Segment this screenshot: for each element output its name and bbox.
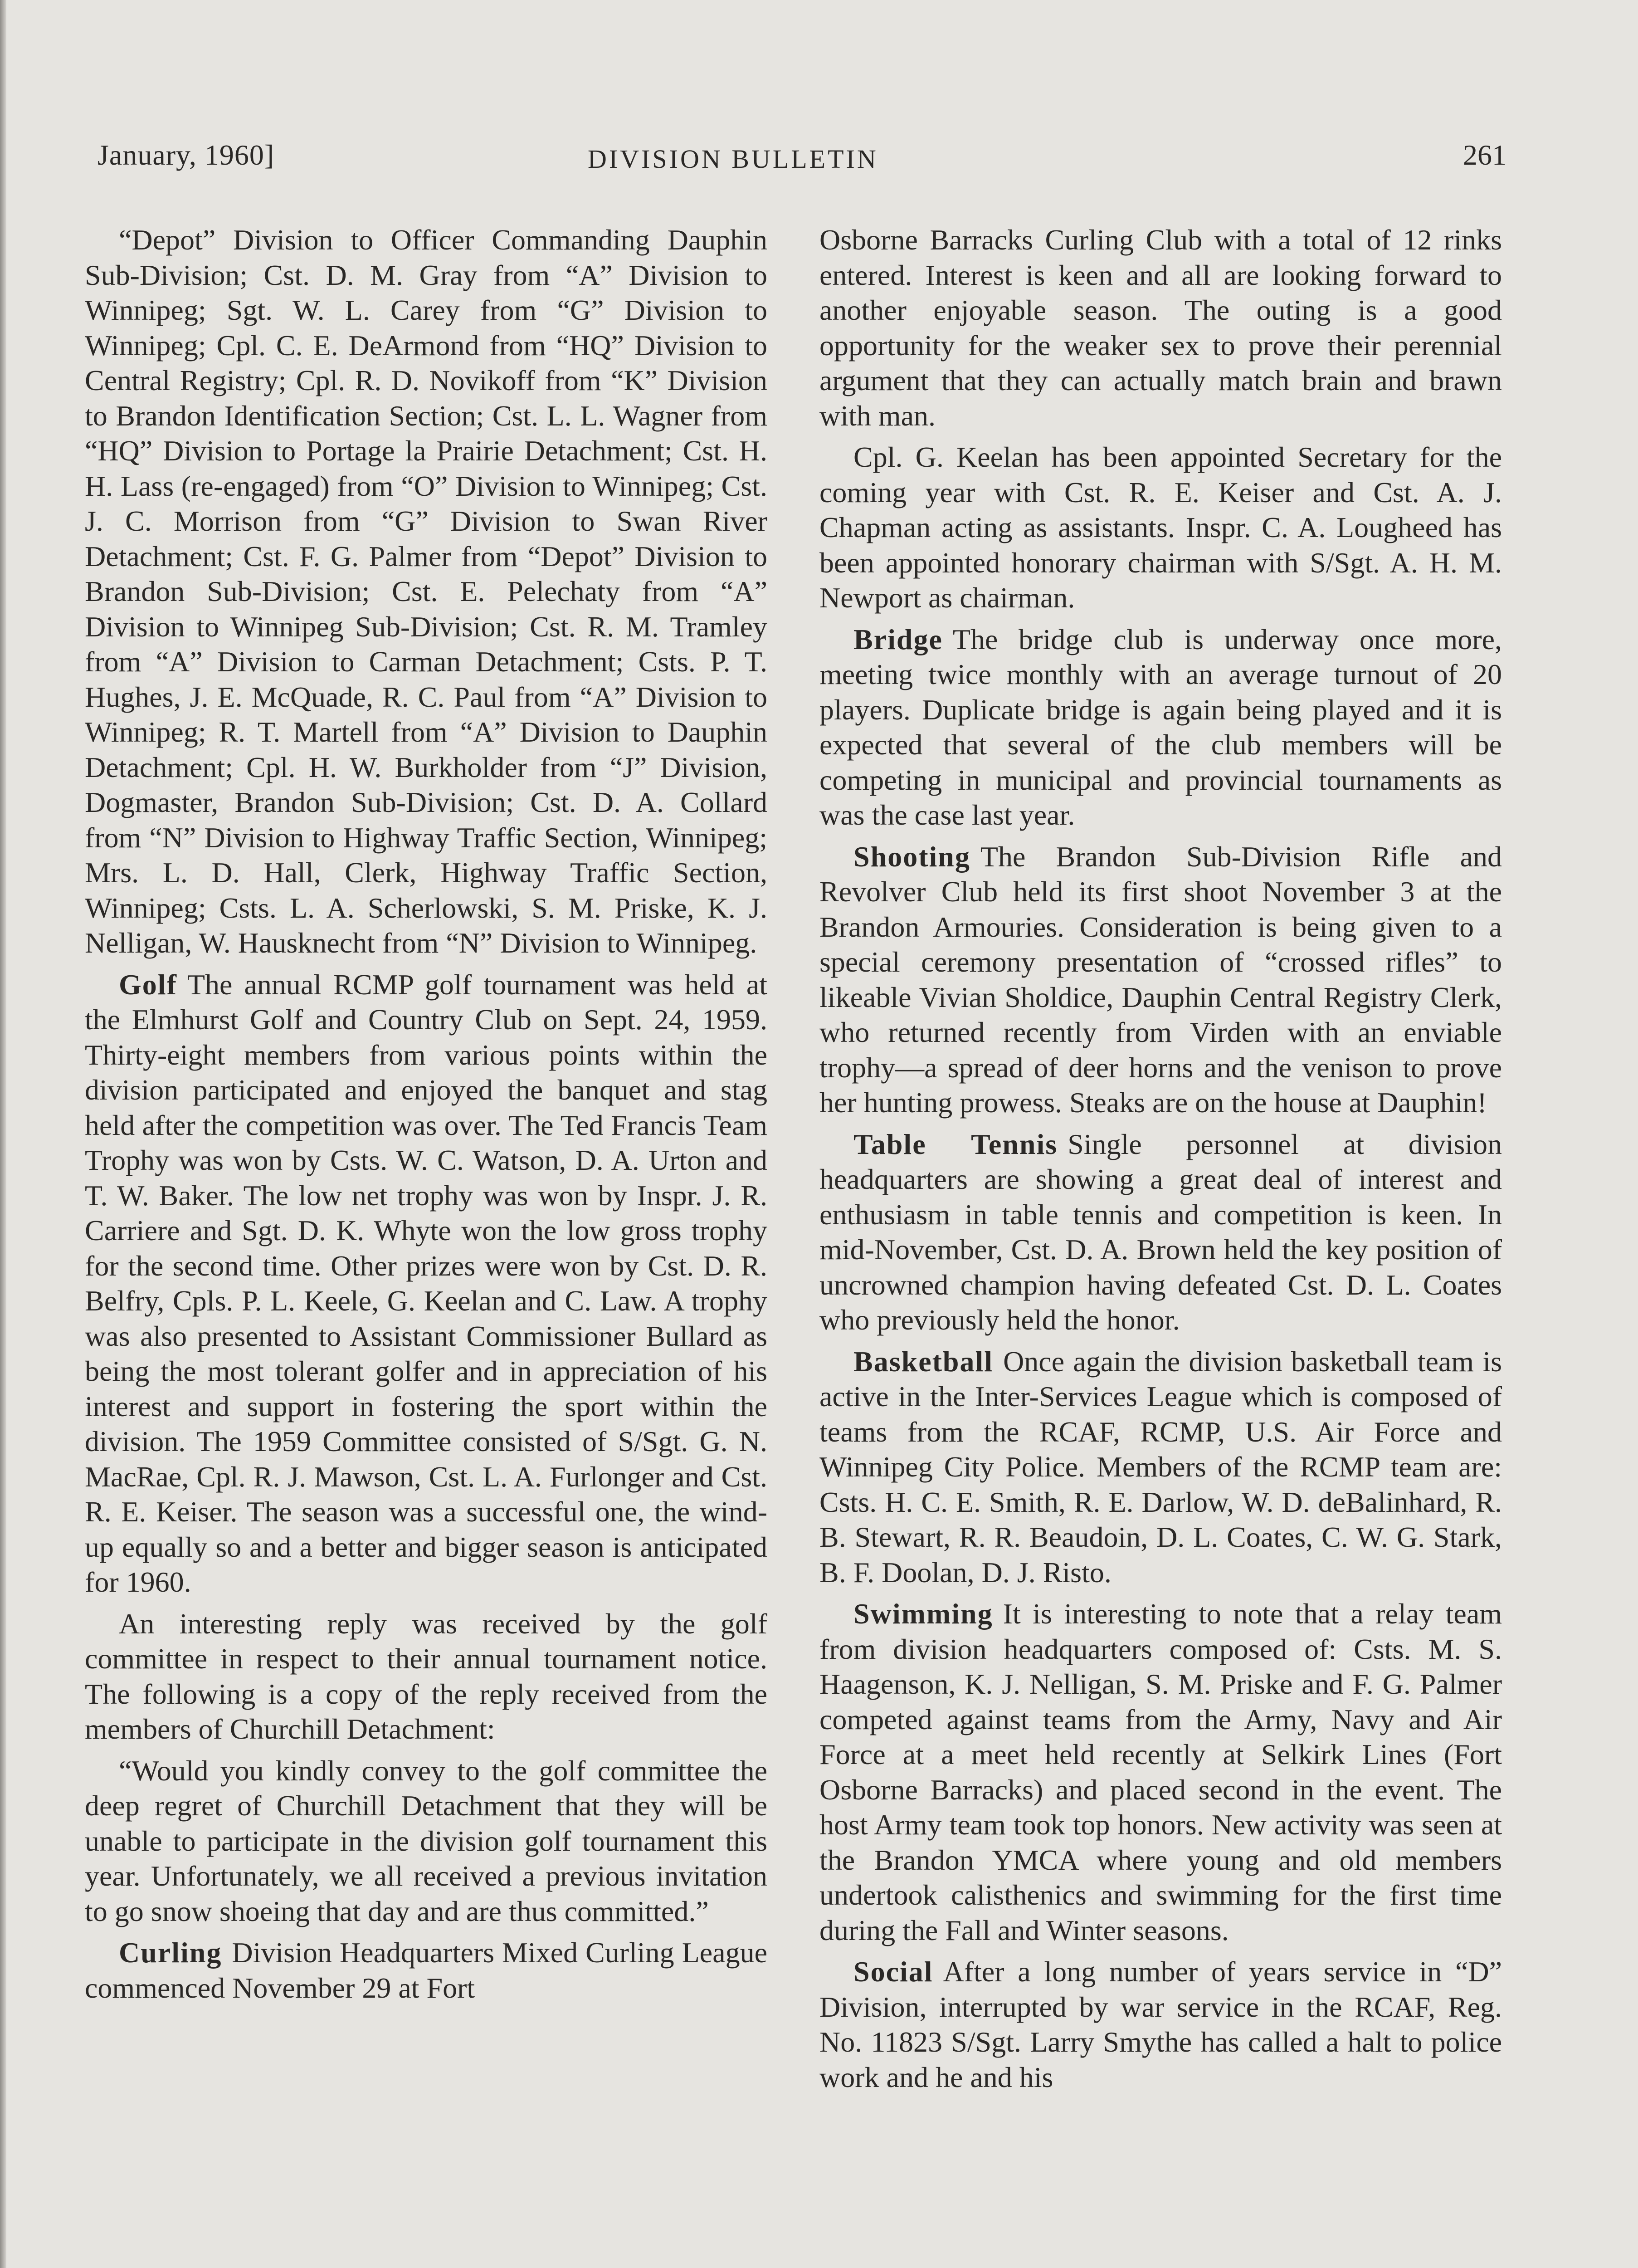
running-header (0, 138, 1638, 184)
table-tennis-heading: Table Tennis (853, 1128, 1058, 1160)
shooting-heading: Shooting (853, 840, 970, 873)
bridge-section (819, 622, 1502, 833)
curling-officers-paragraph: Cpl. G. Keelan has been appointed Secretary for the coming year with Cst. R. E. Keiser and Cst. A. J. Chapman acting as assistants. Inspr. C. A. Lougheed has been appointed honorary chairman with S/Sgt. A. H. M. Newport as chairman. (819, 441, 1502, 614)
swimming-section (819, 1596, 1502, 1948)
shooting-text: The Brandon Sub-Division Rifle and Revolver Club held its first shoot November 3 at the Brandon Armouries. Consideration is being given to a special ceremony presentation of “crossed rifles” to likeable Vivian Sholdice, Dauphin Central Registry Clerk, who returned recently from Virden with an enviable trophy—a spread of deer horns and the venison to prove her hunting prowess. Steaks are on the house at Dauphin! (819, 840, 1502, 1119)
basketball-section (819, 1344, 1502, 1590)
curling-section (85, 1935, 767, 2005)
churchill-quote: “Would you kindly convey to the golf committee the deep regret of Churchill Detachment that they will be unable to participate in the division golf tournament this year. Unfortunately, we all received a previous invitation to go snow shoeing that day and are thus committed.” (85, 1754, 767, 1927)
bridge-text: The bridge club is underway once more, meeting twice monthly with an average turnout of 20 players. Duplicate bridge is again being played and it is expected that several of the club members will be competing in municipal and provincial tournaments as was the case last year. (819, 623, 1502, 831)
table-tennis-text: Single personnel at division headquarters are showing a great deal of interest and enthusiasm in table tennis and competition is keen. In mid-November, Cst. D. A. Brown held the key position of uncrowned champion having defeated Cst. D. L. Coates who previously held the honor. (819, 1128, 1502, 1336)
left-column (85, 222, 767, 2268)
golf-section (85, 967, 767, 1600)
basketball-text: Once again the division basketball team is active in the Inter-Services League which is composed of teams from the RCAF, RCMP, U.S. Air Force and Winnipeg City Police. Members of the RCMP team are: Csts. H. C. E. Smith, R. E. Darlow, W. D. deBalinhard, R. B. Stewart, R. R. Beaudoin, D. L. Coates, C. W. G. Stark, B. F. Doolan, D. J. Risto. (819, 1345, 1502, 1589)
transfers-paragraph: “Depot” Division to Officer Commanding Dauphin Sub-Division; Cst. D. M. Gray from “A” Division to Winnipeg; Sgt. W. L. Carey from “G” Division to Winnipeg; Cpl. C. E. DeArmond from “HQ” Division to Central Registry; Cpl. R. D. Novikoff from “K” Division to Brandon Identification Section; Cst. L. L. Wagner from “HQ” Division to Portage la Prairie Detachment; Cst. H. H. Lass (re-engaged) from “O” Division to Winnipeg; Cst. J. C. Morrison from “G” Division to Swan River Detachment; Cst. F. G. Palmer from “Depot” Division to Brandon Sub-Division; Cst. E. Pelechaty from “A” Division to Winnipeg Sub-Division; Cst. R. M. Tramley from “A” Division to Carman Detachment; Csts. P. T. Hughes, J. E. McQuade, R. C. Paul from “A” Division to Winnipeg; R. T. Martell from “A” Division to Dauphin Detachment; Cpl. H. W. Burkholder from “J” Division, Dogmaster, Brandon Sub-Division; Cst. D. A. Collard from “N” Division to Highway Traffic Section, Winnipeg; Mrs. L. D. Hall, Clerk, Highway Traffic Section, Winnipeg; Csts. L. A. Scherlowski, S. M. Priske, K. J. Nelligan, W. Hausknecht from “N” Division to Winnipeg. (85, 224, 767, 959)
curling-text: Division Headquarters Mixed Curling League commenced November 29 at Fort (85, 1936, 767, 2004)
golf-text: The annual RCMP golf tournament was held at the Elmhurst Golf and Country Club on Sept. 24, 1959. Thirty-eight members from various points within the division participated and enjoyed the banquet and stag held after the competition was over. The Ted Francis Team Trophy was won by Csts. W. C. Watson, D. A. Urton and T. W. Baker. The low net trophy was won by Inspr. J. R. Carriere and Sgt. D. K. Whyte won the low gross trophy for the second time. Other prizes were won by Cst. D. R. Belfry, Cpls. P. L. Keele, G. Keelan and C. Law. A trophy was also presented to Assistant Commissioner Bullard as being the most tolerant golfer and in appreciation of his interest and support in fostering the sport within the division. The 1959 Committee consisted of S/Sgt. G. N. MacRae, Cpl. R. J. Mawson, Cst. L. A. Furlonger and Cst. R. E. Keiser. The season was a successful one, the wind-up equally so and a better and bigger season is anticipated for 1960. (85, 968, 767, 1598)
bulletin-title: DIVISION BULLETIN (588, 144, 878, 174)
page-number: 261 (1463, 139, 1506, 171)
basketball-heading: Basketball (853, 1345, 994, 1378)
shooting-section (819, 839, 1502, 1120)
issue-date: January, 1960] (98, 139, 275, 171)
golf-reply-paragraph: An interesting reply was received by the golf committee in respect to their annual tournament notice. The following is a copy of the reply received from the members of Churchill Detachment: (85, 1607, 767, 1745)
page-binding-edge (0, 0, 6, 2268)
curling-continued-paragraph: Osborne Barracks Curling Club with a total of 12 rinks entered. Interest is keen and all are looking forward to another enjoyable season. The outing is a good opportunity for the weaker sex to prove their perennial argument that they can actually match brain and brawn with man. (819, 224, 1502, 432)
curling-heading: Curling (119, 1936, 222, 1969)
right-column (819, 222, 1502, 2268)
swimming-heading: Swimming (853, 1598, 993, 1630)
social-text: After a long number of years service in “D” Division, interrupted by war service in the RCAF, Reg. No. 11823 S/Sgt. Larry Smythe has called a halt to police work and he and his (819, 1955, 1502, 2093)
table-tennis-section (819, 1127, 1502, 1338)
social-section (819, 1954, 1502, 2095)
swimming-text: It is interesting to note that a relay team from division headquarters composed of: Csts. M. S. Haagenson, K. J. Nelligan, S. M. Priske and F. G. Palmer competed against teams from the Army, Navy and Air Force at a meet held recently at Selkirk Lines (Fort Osborne Barracks) and placed second in the event. The host Army team took top honors. New activity was seen at the Brandon YMCA where young and old members undertook calisthenics and swimming for the first time during the Fall and Winter seasons. (819, 1598, 1502, 1946)
social-heading: Social (853, 1955, 933, 1988)
golf-heading: Golf (119, 968, 177, 1001)
bridge-heading: Bridge (853, 623, 943, 655)
